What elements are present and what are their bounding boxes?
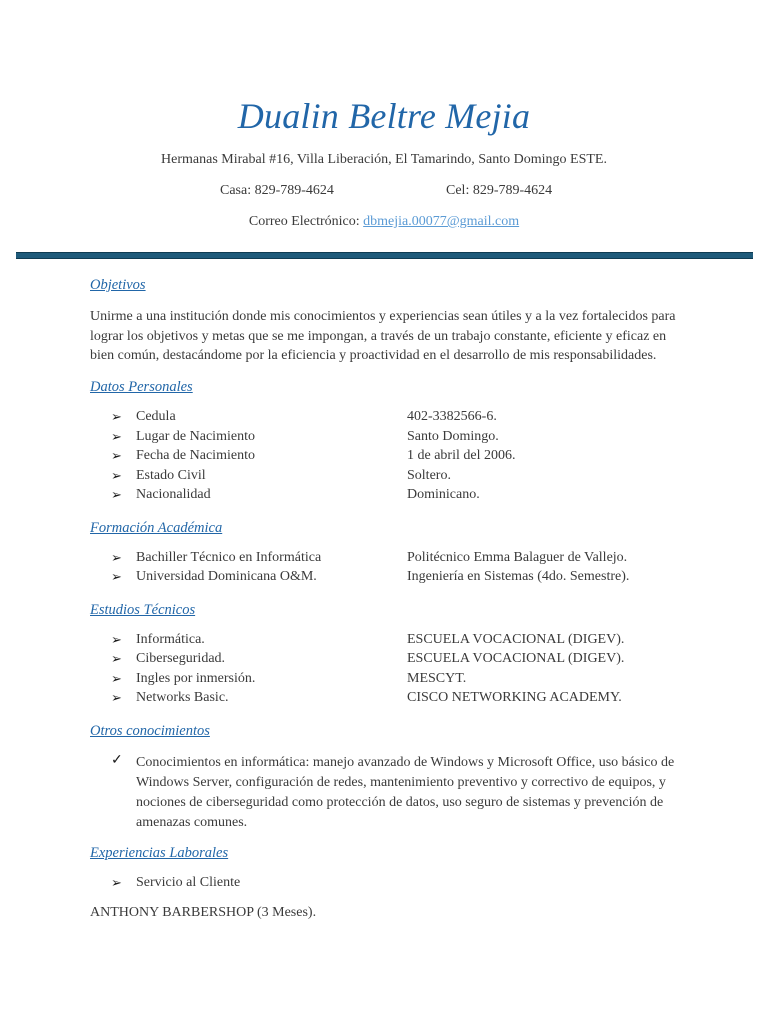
list-item-label: Estado Civil xyxy=(136,468,206,483)
cell-phone: Cel: 829-789-4624 xyxy=(446,183,553,198)
list-item-label: Servicio al Cliente xyxy=(136,875,241,890)
list-item-value: 1 de abril del 2006. xyxy=(407,448,516,463)
list-item-value: MESCYT. xyxy=(407,671,467,686)
arrow-bullet-icon: ➢ xyxy=(111,468,122,483)
arrow-bullet-icon: ➢ xyxy=(111,409,122,424)
arrow-bullet-icon: ➢ xyxy=(111,632,122,647)
arrow-bullet-icon: ➢ xyxy=(111,448,122,463)
section-title-datos-personales: Datos Personales xyxy=(90,379,193,395)
list-item-value: Ingeniería en Sistemas (4do. Semestre). xyxy=(407,569,630,584)
list-item-value: Soltero. xyxy=(407,468,451,483)
employer-line: ANTHONY BARBERSHOP (3 Meses). xyxy=(90,905,317,920)
list-item-label: Ingles por inmersión. xyxy=(136,671,256,686)
list-item-label: Lugar de Nacimiento xyxy=(136,429,255,444)
email-label: Correo Electrónico: xyxy=(248,214,364,229)
section-title-objetivos: Objetivos xyxy=(90,277,146,293)
list-item-value: Santo Domingo. xyxy=(407,429,499,444)
arrow-bullet-icon: ➢ xyxy=(111,569,122,584)
list-item-label: Fecha de Nacimiento xyxy=(136,448,255,463)
otros-text: Conocimientos en informática: manejo avanzado de Windows y Microsoft Office, uso básico de Windows Server, configuración de redes, mantenimiento preventivo y correctivo de equipos, y nociones de ciberseguridad como protección de datos, uso seguro de sistemas y prevención de amenazas comunes. xyxy=(136,755,675,830)
arrow-bullet-icon: ➢ xyxy=(111,550,122,565)
arrow-bullet-icon: ➢ xyxy=(111,875,122,890)
header-divider xyxy=(16,252,753,259)
list-item-value: ESCUELA VOCACIONAL (DIGEV). xyxy=(407,651,625,666)
list-item-label: Nacionalidad xyxy=(136,487,211,502)
list-item-label: Informática. xyxy=(136,632,205,647)
arrow-bullet-icon: ➢ xyxy=(111,671,122,686)
section-title-formacion: Formación Académica xyxy=(90,520,223,536)
list-item-label: Cedula xyxy=(136,409,176,424)
section-title-otros: Otros conocimientos xyxy=(90,723,210,739)
arrow-bullet-icon: ➢ xyxy=(111,487,122,502)
list-item-value: 402-3382566-6. xyxy=(407,409,497,424)
objetivos-text: Unirme a una institución donde mis conocimientos y experiencias sean útiles y a la vez fortalecidos para lograr los objetivos y metas que se me impongan, a través de un trabajo constante, eficiente y eficaz en bien común, destacándome por la eficiencia y proactividad en el desarrollo de mis responsabilidades. xyxy=(90,309,676,363)
list-item-label: Universidad Dominicana O&M. xyxy=(136,569,317,584)
email-line xyxy=(0,214,768,230)
arrow-bullet-icon: ➢ xyxy=(111,690,122,705)
section-title-experiencias: Experiencias Laborales xyxy=(90,845,229,861)
home-phone: Casa: 829-789-4624 xyxy=(220,183,334,198)
list-item-value: ESCUELA VOCACIONAL (DIGEV). xyxy=(407,632,625,647)
list-item-label: Networks Basic. xyxy=(136,690,229,705)
checkmark-bullet-icon: ✓ xyxy=(111,753,123,768)
list-item-label: Bachiller Técnico en Informática xyxy=(136,550,322,565)
address-line: Hermanas Mirabal #16, Villa Liberación, El Tamarindo, Santo Domingo ESTE. xyxy=(161,152,607,167)
email-link[interactable]: dbmejia.00077@gmail.com xyxy=(363,214,520,229)
list-item-value: Dominicano. xyxy=(407,487,480,502)
list-item-label: Ciberseguridad. xyxy=(136,651,226,666)
list-item-value: Politécnico Emma Balaguer de Vallejo. xyxy=(407,550,628,565)
list-item-value: CISCO NETWORKING ACADEMY. xyxy=(407,690,622,705)
arrow-bullet-icon: ➢ xyxy=(111,429,122,444)
arrow-bullet-icon: ➢ xyxy=(111,651,122,666)
section-title-estudios: Estudios Técnicos xyxy=(90,602,196,618)
candidate-name: Dualin Beltre Mejia xyxy=(237,96,531,136)
